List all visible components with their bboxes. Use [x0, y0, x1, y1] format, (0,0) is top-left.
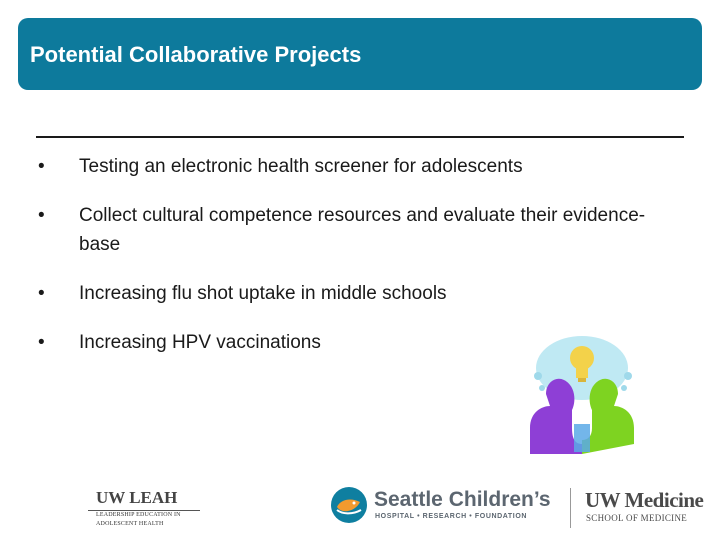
seattle-childrens-whale-icon: [330, 486, 368, 524]
bullet-marker: •: [38, 205, 45, 226]
uw-leah-logo: [84, 488, 204, 528]
divider-rule: [36, 136, 684, 138]
bullet-text: Increasing flu shot uptake in middle schools: [79, 283, 447, 304]
title-bar: [18, 18, 702, 90]
bullet-text: Testing an electronic health screener for adolescents: [79, 156, 523, 177]
seattle-childrens-name: Seattle Children’s: [374, 488, 551, 511]
bullet-text: Collect cultural competence resources and evaluate their evidence-base: [79, 205, 646, 255]
seattle-childrens-tagline: HOSPITAL • RESEARCH • FOUNDATION: [375, 513, 528, 520]
uw-leah-subtitle-1: LEADERSHIP EDUCATION IN: [96, 512, 181, 518]
bullet-marker: •: [38, 283, 45, 304]
bullet-item: [38, 152, 678, 181]
uw-leah-title: UW LEAH: [96, 488, 178, 507]
logo-divider: [570, 488, 571, 528]
uw-medicine-subtitle: SCHOOL OF MEDICINE: [586, 513, 688, 523]
bullet-text: Increasing HPV vaccinations: [79, 332, 321, 353]
bullet-marker: •: [38, 332, 45, 353]
bullet-item: [38, 279, 678, 308]
bullet-marker: •: [38, 156, 45, 177]
uw-leah-subtitle-2: ADOLESCENT HEALTH: [96, 521, 164, 527]
lightbulb-collaboration-icon: [516, 332, 656, 462]
uw-medicine-name: UW Medicine: [585, 488, 704, 512]
uw-leah-underline: [88, 510, 200, 511]
footer-logos: [0, 480, 720, 540]
bullet-item: [38, 201, 678, 259]
slide-title: Potential Collaborative Projects: [30, 42, 362, 67]
